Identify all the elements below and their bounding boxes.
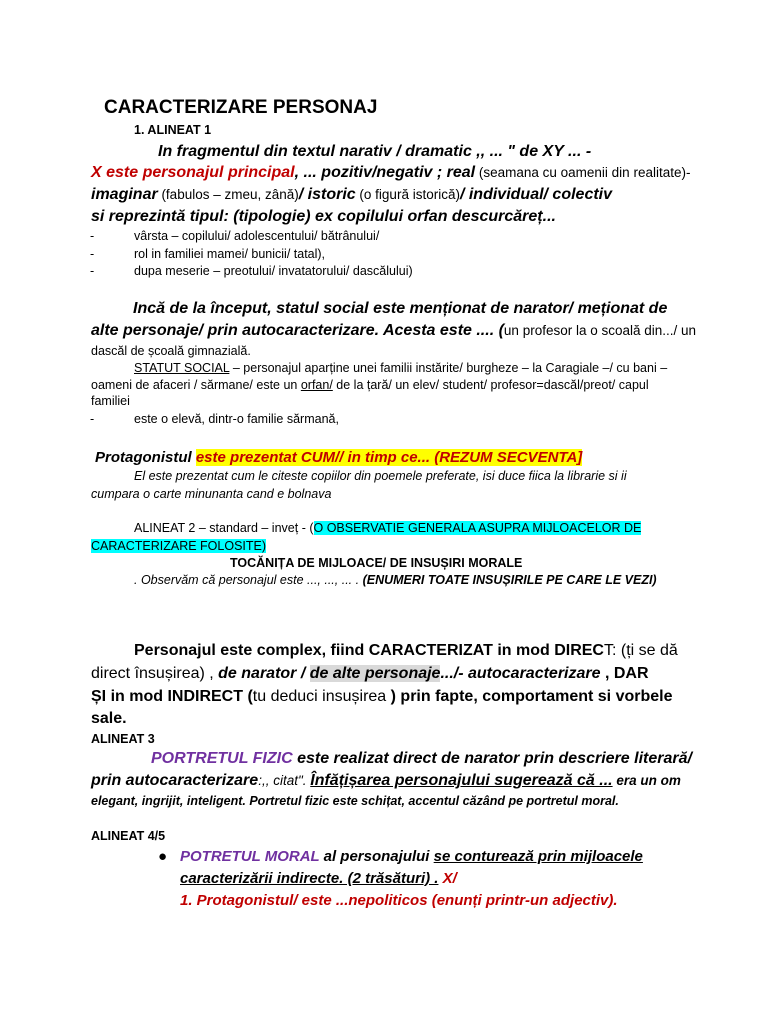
statut-line-2 bbox=[91, 322, 696, 340]
caracterizarii-text: caracterizării indirecte. (2 trăsături) . bbox=[180, 870, 439, 887]
personaj-principal-text: X este personajul principal bbox=[91, 164, 295, 181]
statut-text: oameni de afaceri / sărmane/ este un bbox=[91, 378, 301, 392]
figura-istorica-text: (o figură istorică) bbox=[355, 187, 460, 202]
citat-text: :,, citat". bbox=[258, 773, 311, 788]
alineat-1-line-2 bbox=[91, 164, 690, 182]
istoric-text: / istoric bbox=[298, 186, 356, 203]
bullet-text: este o elevă, dintr-o familie sărmană, bbox=[134, 412, 339, 426]
alineat-1-line-4: si reprezintă tipul: (tipologie) ex copilului orfan descurcăreț... bbox=[91, 208, 556, 225]
bullet-item: - rol in familiei mamei/ bunicii/ tatal), bbox=[90, 247, 326, 261]
enumeri-text: (ENUMERI TOATE INSUȘIRILE PE CARE LE VEZI) bbox=[362, 573, 657, 587]
comportament-text: , comportament si vorbele bbox=[473, 688, 673, 705]
x-text: X/ bbox=[438, 870, 457, 887]
alineat-2-line-3: TOCĂNIȚA DE MIJLOACE/ DE INSUȘIRI MORALE bbox=[230, 556, 523, 570]
alineat-3-heading: ALINEAT 3 bbox=[91, 732, 155, 746]
alineat-2-label: ALINEAT 2 – standard – inveț - ( bbox=[134, 521, 314, 535]
de-narator-text: de narator / bbox=[218, 665, 310, 682]
fabulos-text: (fabulos – zmeu, zână) bbox=[157, 187, 299, 202]
complex-line-4: sale. bbox=[91, 710, 127, 727]
orfan-text: orfan/ bbox=[300, 378, 333, 392]
se-contureaza-text: se conturează prin mijloacele bbox=[433, 848, 643, 865]
bullet-text: rol in familiei mamei/ bunicii/ tatal), bbox=[134, 247, 326, 261]
potretul-moral-text: POTRETUL MORAL bbox=[180, 848, 320, 865]
bullet-text: vârsta – copilului/ adolescentului/ bătrânului/ bbox=[134, 229, 380, 243]
indirect-explanation: tu deduci insușirea bbox=[252, 688, 391, 705]
autocaracterizare-text: prin autocaracterizare bbox=[91, 772, 259, 789]
protagonist-example-1: El este prezentat cum le citeste copiilor din poemele preferate, isi duce fiica la librarie si ii bbox=[134, 469, 627, 483]
numbered-item-1: 1. Protagonistul/ este ...nepoliticos (enunți printr-un adjectiv). bbox=[180, 892, 618, 909]
bullet-item: - vârsta – copilului/ adolescentului/ bătrânului/ bbox=[90, 229, 380, 243]
alineat-2-highlight: O OBSERVATIE GENERALA ASUPRA MIJLOACELOR DE bbox=[313, 521, 642, 535]
protagonist-example-2: cumpara o carte minunanta cand e bolnava bbox=[91, 487, 332, 501]
individual-colectiv-text: / individual/ colectiv bbox=[459, 186, 613, 203]
statut-social-label: STATUT SOCIAL bbox=[134, 361, 230, 375]
bullet-item: - este o elevă, dintr-o familie sărmană, bbox=[90, 412, 339, 426]
portret-text: este realizat direct de narator prin descriere literară/ bbox=[292, 750, 692, 767]
caracterizarii-line bbox=[180, 870, 457, 887]
alineat-1-line-3 bbox=[91, 186, 612, 204]
portretul-fizic-text: PORTRETUL FIZIC bbox=[151, 750, 293, 767]
alineat-2-highlight: CARACTERIZARE FOLOSITE) bbox=[91, 539, 267, 553]
indirect-text: ȘI in mod INDIRECT ( bbox=[91, 688, 253, 705]
statut-social-text: – personajul aparține unei familii instărite/ burgheze – la Caragiale –/ cu bani – bbox=[229, 361, 668, 375]
alineat-2-line-1 bbox=[134, 521, 641, 535]
complex-text: Personajul este complex, fiind bbox=[134, 642, 369, 659]
statut-example: un profesor la o scoală din.../ un bbox=[503, 323, 697, 338]
dar-text: , DAR bbox=[600, 665, 649, 682]
bullet-text: dupa meserie – preotului/ invatatorului/ dascălului) bbox=[134, 264, 413, 278]
statut-line-4 bbox=[134, 361, 667, 375]
page-title: CARACTERIZARE PERSONAJ bbox=[104, 97, 378, 118]
complex-text: in mod bbox=[492, 642, 555, 659]
direct-text: DIREC bbox=[554, 642, 604, 659]
protagonist-highlight: este prezentat CUM// in timp ce... (REZUM SECVENTA] bbox=[195, 449, 583, 466]
alineat-1-heading: 1. ALINEAT 1 bbox=[134, 123, 212, 137]
complex-line-1 bbox=[134, 642, 678, 660]
observam-text: . Observăm că personajul este ..., ..., ... . bbox=[134, 573, 363, 587]
direct-explanation: direct însușirea) , bbox=[91, 665, 219, 682]
infatisarea-text: Înfățișarea personajului sugerează că ... bbox=[310, 772, 613, 789]
statut-line-5 bbox=[91, 378, 649, 392]
bullet-item: - dupa meserie – preotului/ invatatorului/ dascălului) bbox=[90, 264, 413, 278]
personajului-text: al personajului bbox=[319, 848, 434, 865]
alineat-2-line-2 bbox=[91, 539, 266, 553]
statut-line-3: dascăl de școală gimnazială. bbox=[91, 344, 251, 358]
autocaracterizare-text: .../- autocaracterizare bbox=[440, 665, 601, 682]
om-text: era un om bbox=[612, 773, 681, 788]
statut-line-1: Incă de la început, statul social este menționat de narator/ meționat de bbox=[133, 300, 668, 317]
direct-explanation: T: (ți se dă bbox=[603, 642, 678, 659]
protagonist-label: Protagonistul bbox=[95, 449, 196, 466]
alte-personaje-text: de alte personaje bbox=[309, 665, 441, 682]
real-explanation: (seamana cu oamenii din realitate)- bbox=[475, 165, 691, 180]
potretul-moral-line bbox=[180, 848, 643, 865]
caracterizat-text: CARACTERIZAT bbox=[368, 642, 493, 659]
complex-line-3 bbox=[91, 688, 672, 706]
alineat-1-line-1: In fragmentul din textul narativ / dramatic ,, ... " de XY ... - bbox=[158, 143, 592, 160]
bullet-dot-icon: ● bbox=[158, 848, 168, 865]
fapte-text: ) prin fapte bbox=[390, 688, 474, 705]
statut-intro: alte personaje/ prin autocaracterizare. Acesta este .... ( bbox=[91, 322, 504, 339]
alineat-3-line-2 bbox=[91, 772, 681, 790]
alineat-45-heading: ALINEAT 4/5 bbox=[91, 829, 166, 843]
pozitiv-negativ-text: , ... pozitiv/negativ ; real bbox=[294, 164, 476, 181]
alineat-2-line-4 bbox=[134, 573, 657, 587]
complex-line-2 bbox=[91, 665, 649, 683]
alineat-3-line-3: elegant, ingrijit, inteligent. Portretul fizic este schițat, accentul căzând pe portretul moral. bbox=[91, 794, 619, 808]
protagonist-line bbox=[95, 449, 582, 466]
statut-text: de la țară/ un elev/ student/ profesor=dascăl/preot/ capul bbox=[332, 378, 649, 392]
alineat-3-line-1 bbox=[151, 750, 692, 768]
statut-line-6: familiei bbox=[91, 394, 130, 408]
imaginar-text: imaginar bbox=[91, 186, 158, 203]
